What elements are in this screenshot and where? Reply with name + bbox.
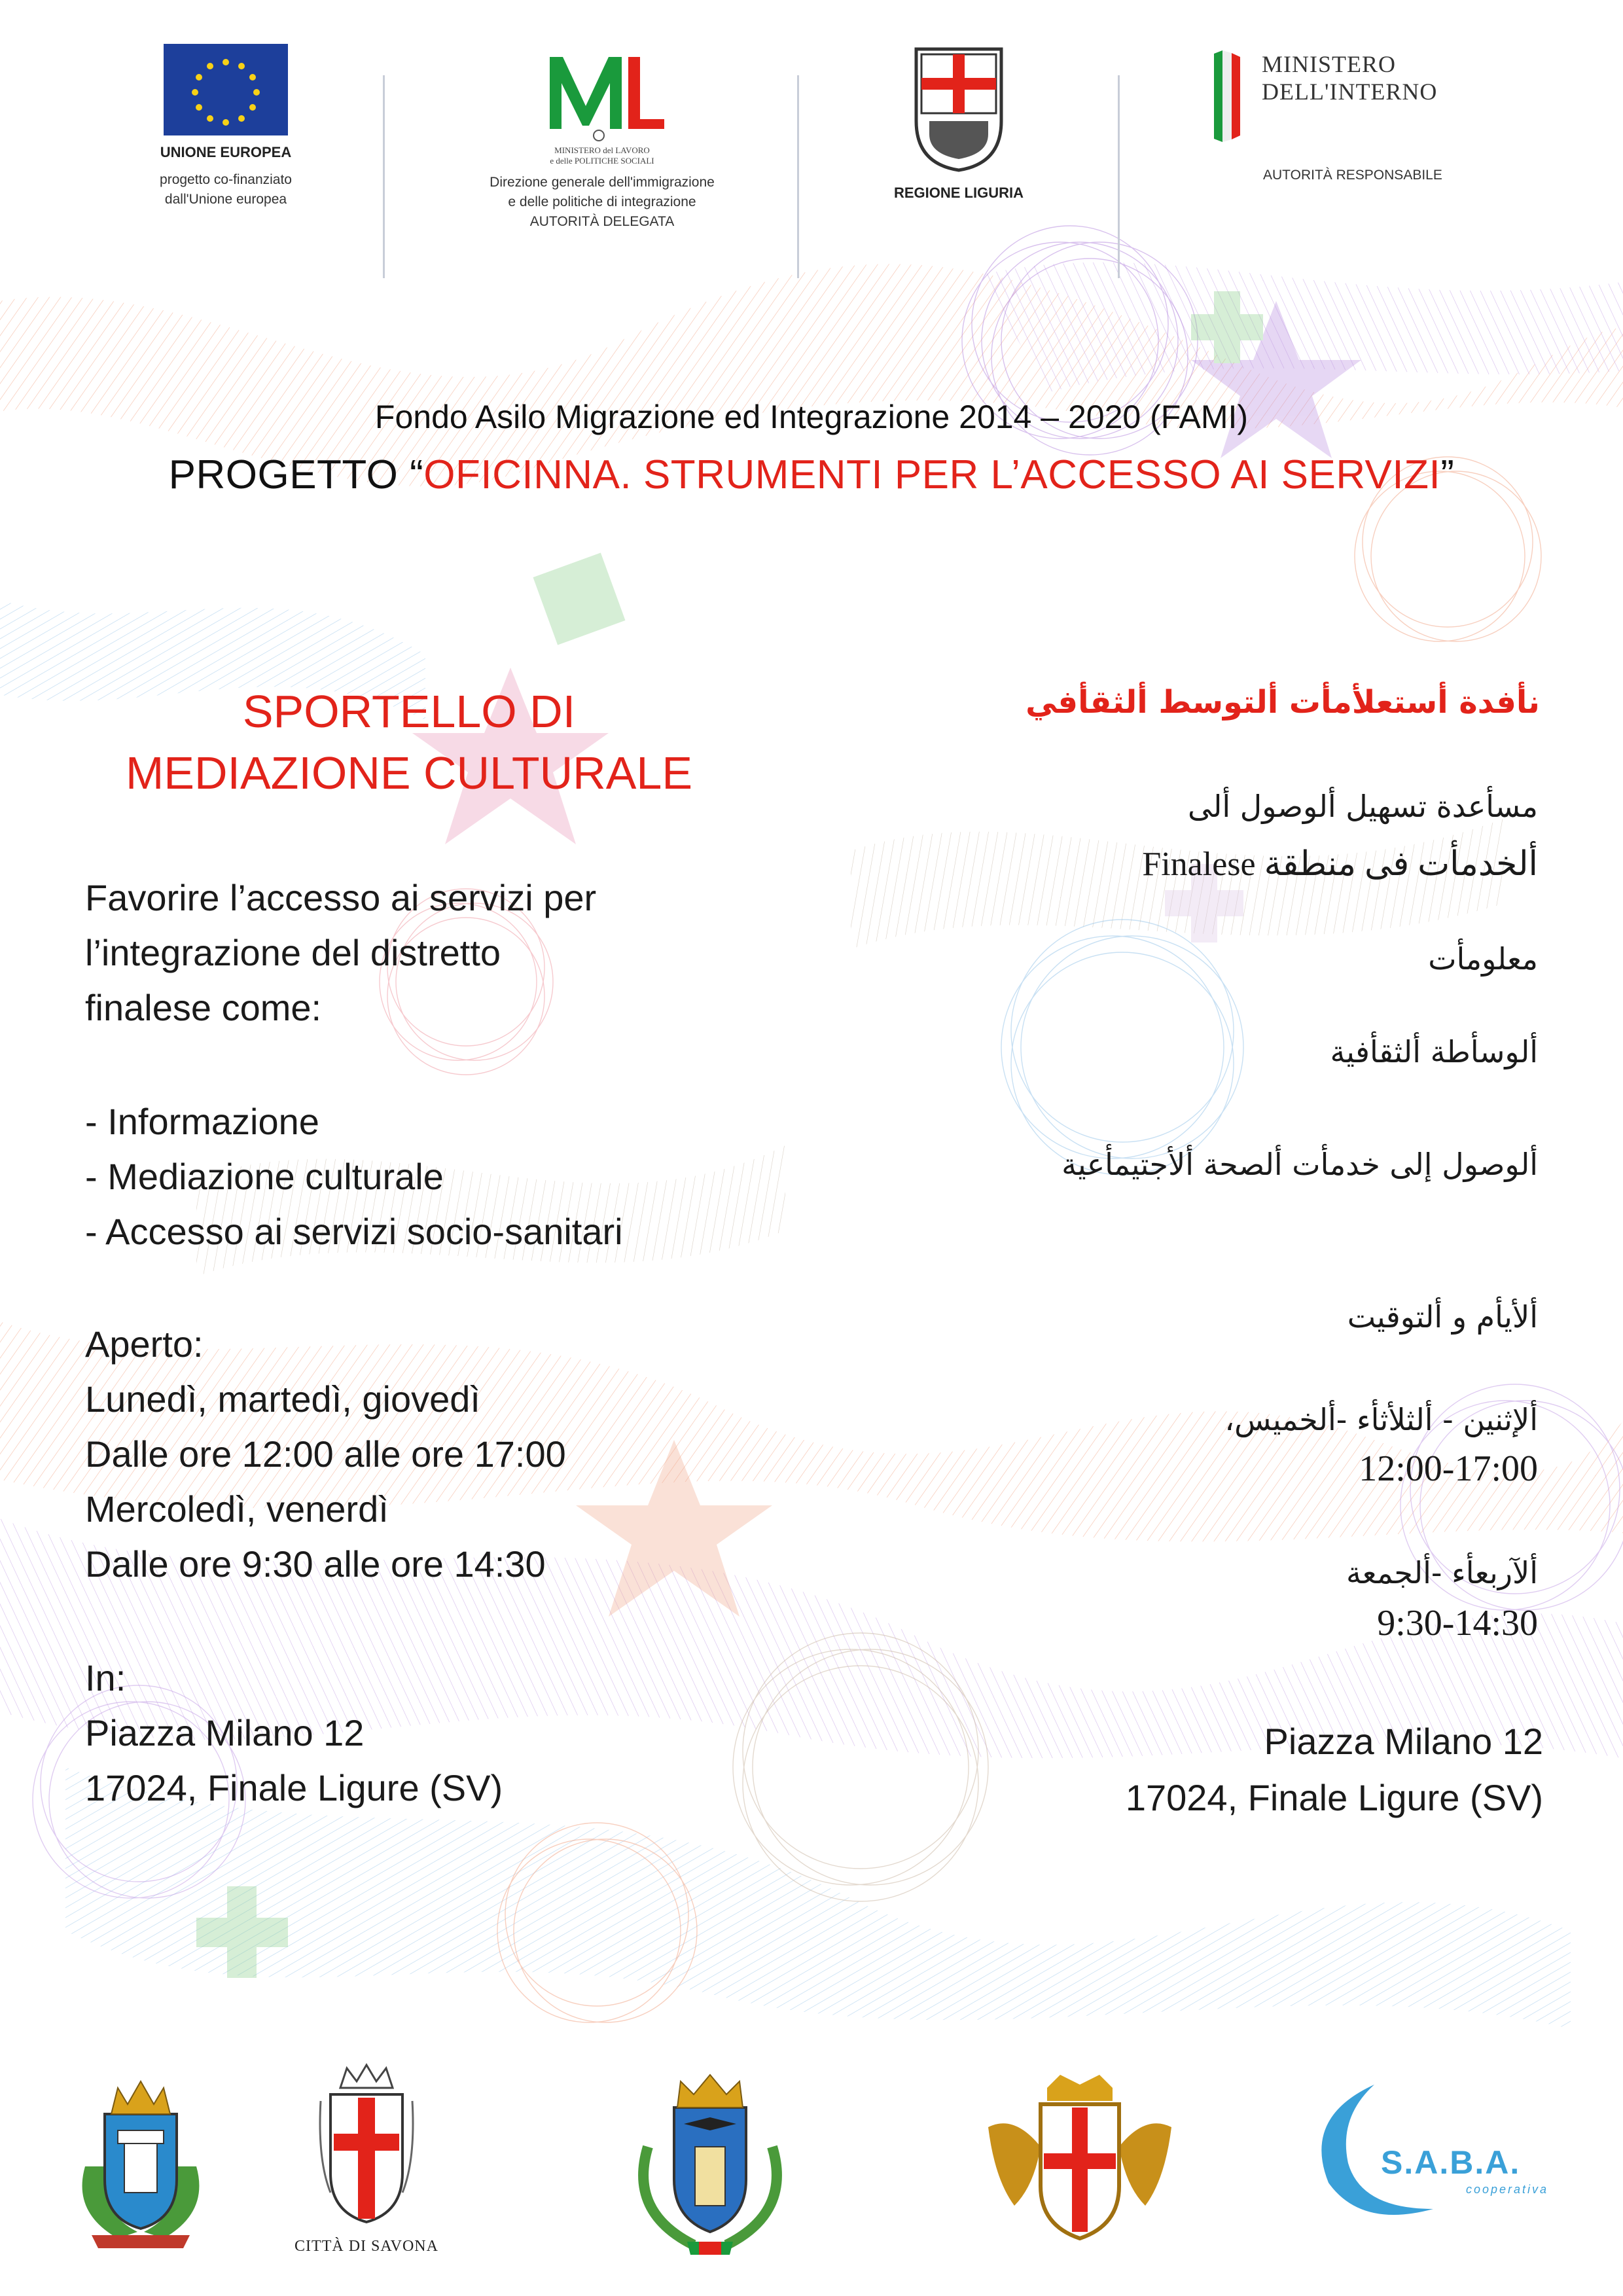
hours-line: Mercoledì, venerdì — [85, 1488, 389, 1530]
eu-logo-block — [124, 36, 327, 209]
interno-name-1: MINISTERO — [1262, 51, 1396, 77]
project-title-suffix: ” — [1440, 452, 1455, 497]
italian-services-list — [85, 1094, 623, 1259]
list-item: - Accesso ai servizi socio-sanitari — [85, 1211, 623, 1252]
saba-name: S.A.B.A. — [1381, 2144, 1521, 2181]
project-title — [0, 452, 1623, 498]
italian-flag-icon — [1211, 50, 1243, 142]
arabic-mediation: ألوسأطة ألثقأفية — [1330, 1034, 1538, 1069]
hours-line: Dalle ore 12:00 alle ore 17:00 — [85, 1433, 566, 1475]
project-title-prefix: PROGETTO “ — [168, 452, 424, 497]
arabic-time-2: 9:30-14:30 — [1377, 1603, 1538, 1643]
liguria-shield-icon — [910, 43, 1008, 173]
lavoro-caption-2: e delle politiche di integrazione — [508, 194, 696, 209]
lavoro-logo-block — [452, 36, 753, 232]
logo-divider — [797, 75, 799, 278]
location-line: In: — [85, 1657, 126, 1698]
saba-logo-block — [1302, 2078, 1564, 2229]
savona-name: CITTÀ DI SAVONA — [294, 2238, 438, 2255]
footer-logos — [0, 2062, 1623, 2284]
italian-heading — [39, 681, 779, 804]
arabic-health-access: ألوصول إلى خدمأت ألصحة ألأجتيمأعية — [1061, 1147, 1538, 1182]
header-logos — [0, 36, 1623, 252]
eu-caption-2: dall'Unione europea — [164, 192, 287, 207]
logo-divider — [383, 75, 385, 278]
lavoro-caption-3: AUTORITÀ DELEGATA — [529, 214, 675, 229]
arabic-days-2: ألآربعأء -ألجمعة — [1346, 1555, 1538, 1590]
arabic-time-1: 12:00-17:00 — [1359, 1448, 1538, 1489]
italian-intro — [85, 870, 596, 1035]
hours-line: Dalle ore 9:30 alle ore 14:30 — [85, 1543, 546, 1585]
hours-line: Lunedì, martedì, giovedì — [85, 1378, 480, 1420]
address-line: Piazza Milano 12 — [1264, 1721, 1543, 1762]
eu-flag-icon — [164, 44, 288, 135]
lavoro-small-2: e delle POLITICHE SOCIALI — [550, 156, 654, 166]
italian-intro-line: Favorire l’accesso ai servizi per — [85, 877, 597, 918]
fund-title: Fondo Asilo Migrazione ed Integrazione 2014 – 2020 (FAMI) — [374, 399, 1249, 435]
finale-ligure-coat-of-arms-icon — [65, 2068, 216, 2251]
address-line: 17024, Finale Ligure (SV) — [1125, 1777, 1543, 1818]
hours-line: Aperto: — [85, 1323, 204, 1365]
interno-logo-block — [1211, 36, 1499, 185]
arabic-intro-1: مسأعدة تسهيل ألوصول ألى — [1188, 789, 1538, 824]
arabic-heading: نأفدة أستعلأمأت ألتوسط ألثقأفي — [1026, 684, 1540, 721]
italian-heading-line-1: SPORTELLO DI — [242, 686, 576, 737]
italian-intro-line: l’integrazione del distretto — [85, 932, 501, 973]
lavoro-caption-1: Direzione generale dell'immigrazione — [490, 175, 715, 190]
savona-logo-block — [275, 2062, 458, 2255]
arabic-intro-2: ألخدمأت فى منطقة Finalese — [1142, 846, 1538, 883]
saba-sub: cooperativa — [1466, 2183, 1549, 2196]
project-name: OFICINNA. STRUMENTI PER L’ACCESSO AI SERVIZI — [423, 452, 1441, 497]
savona-coat-of-arms-icon — [317, 2062, 416, 2232]
location-line: 17024, Finale Ligure (SV) — [85, 1767, 503, 1808]
eu-name: UNIONE EUROPEA — [160, 144, 292, 160]
italian-heading-line-2: MEDIAZIONE CULTURALE — [125, 747, 693, 798]
liguria-logo-block — [864, 36, 1054, 202]
italian-intro-line: finalese come: — [85, 987, 322, 1028]
italian-location — [85, 1651, 503, 1816]
arabic-address — [1126, 1713, 1543, 1826]
ml-monogram-icon — [537, 44, 668, 142]
municipality-coat-of-arms-icon — [622, 2068, 798, 2258]
arabic-days-title: ألأيأم و ألتوقيت — [1347, 1299, 1538, 1335]
lavoro-small-1: MINISTERO del LAVORO — [554, 145, 650, 155]
arabic-days-1: ألإثنين - ألثلأثأء -ألخميس، — [1224, 1402, 1538, 1437]
liguria-name: REGIONE LIGURIA — [893, 185, 1024, 201]
griffins-coat-of-arms-icon — [975, 2075, 1185, 2251]
location-line: Piazza Milano 12 — [85, 1712, 365, 1753]
interno-caption: AUTORITÀ RESPONSABILE — [1263, 168, 1442, 183]
interno-name-2: DELL'INTERNO — [1262, 79, 1438, 105]
arabic-info: معلومأت — [1428, 941, 1538, 977]
list-item: - Informazione — [85, 1101, 319, 1142]
logo-divider — [1118, 75, 1120, 278]
eu-caption-1: progetto co-finanziato — [160, 172, 292, 187]
list-item: - Mediazione culturale — [85, 1156, 444, 1197]
italian-opening-hours — [85, 1317, 566, 1592]
